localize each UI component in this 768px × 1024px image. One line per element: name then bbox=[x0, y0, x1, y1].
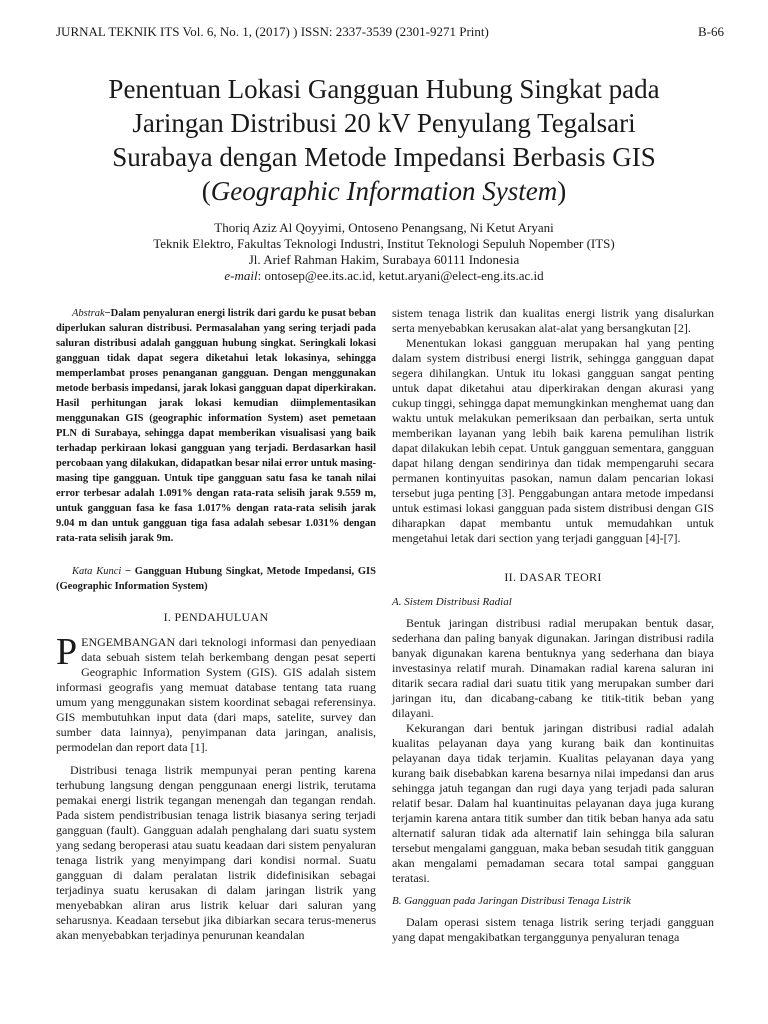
intro-paragraph-1 bbox=[56, 631, 376, 755]
title-paren-close: ) bbox=[557, 176, 567, 206]
author-affiliation: Teknik Elektro, Fakultas Teknologi Industri, Institut Teknologi Sepuluh Nopember (ITS) bbox=[153, 236, 615, 251]
keywords-text: − Gangguan Hubung Singkat, Metode Impedansi, GIS (Geographic Information System) bbox=[56, 566, 376, 592]
abstract bbox=[56, 306, 376, 546]
intro-paragraph-2: Distribusi tenaga listrik mempunyai peran penting karena terhubung langsung dengan penggunaan energi listrik, terutama pemakai energi listrik tegangan menengah dan tegangan rendah. Pada sistem pendistribusian tenaga listrik biasanya sering terjadi gangguan (fault). Gangguan adalah penghalang dari suatu system yang sedang beroperasi atau suatu keadaan dari sistem penyaluran tenaga listrik yang menyimpang dari kondisi normal. Suatu gangguan di dalam peralatan listrik didefinisikan sebagai terjadinya suatu kerusakan di dalam jaringan listrik yang menyebabkan aliran arus listrik keluar dari saluran yang seharusnya. Keadaan tersebut jika dibiarkan secara terus-menerus akan menyebabkan terjadinya penurunan keandalan bbox=[56, 763, 376, 942]
author-address: Jl. Arief Rahman Hakim, Surabaya 60111 Indonesia bbox=[248, 252, 520, 267]
left-column bbox=[56, 306, 376, 943]
theory-paragraph-a1: Bentuk jaringan distribusi radial merupakan bentuk dasar, sederhana dan paling banyak digunakan. Jaringan distribusi radila banyak digunakan karena bentuknya yang sederhana dan biaya investasinya relatif murah. Dinamakan radial karena saluran ini ditarik secara radial dari suatu titik yang merupakan sumber dari jaringan itu, dan dicabang-cabang ke titik-titik beban yang dilayani. bbox=[392, 616, 714, 720]
title-line-2: Jaringan Distribusi 20 kV Penyulang Tegalsari bbox=[132, 108, 636, 138]
right-paragraph-1: Menentukan lokasi gangguan merupakan hal yang penting dalam system distribusi energi listrik, sehingga gangguan dapat segera dihilangkan. Untuk itu lokasi gangguan sangat penting untuk dapat diketahui atau diperkirakan dengan akurasi yang cukup tinggi, sehingga dapat memungkinkan menghemat uang dan waktu untuk melakukan pemeriksaan dan perbaikan, serta untuk memberikan layanan yang lebih baik karena pemulihan listrik dapat dilakukan lebih cepat. Untuk gangguan sementara, gangguan dapat hilang dengan sendirinya dan tidak mempengaruhi secara permanen kontinyuitas pasokan, namun dalam pencarian lokasi tersebut juga penting [3]. Penggabungan antara metode impedansi untuk estimasi lokasi gangguan pada sistem distribusi dengan GIS diharapkan dapat membantu untuk memudahkan untuk mengetahui letak dari section yang terjadi gangguan [4]-[7]. bbox=[392, 336, 714, 545]
author-block bbox=[40, 220, 728, 284]
theory-paragraph-a2: Kekurangan dari bentuk jaringan distribusi radial adalah kualitas pelayanan daya yang kurang baik dan kontinuitas pelayanan daya tidak terjamin. Kualitas pelayanan daya yang kurang baik disebabkan karena besarnya nilai impedansi dan arus sehingga jatuh tegangan dan rugi daya yang terjadi pada saluran relatif besar. Dalam hal kuantinuitas pelayanan daya juga kurang terjamin karena antara titik sumber dan titik beban hanya ada satu alternatif saluran tidak ada alternatif lain sehingga bila saluran tersebut mengalami gangguan, maka beban sesudah titik gangguan akan mengalami pemadaman secara total sampai gangguan teratasi. bbox=[392, 721, 714, 885]
section-heading-theory: II. DASAR TEORI bbox=[504, 570, 602, 584]
journal-info: JURNAL TEKNIK ITS Vol. 6, No. 1, (2017) ) ISSN: 2337-3539 (2301-9271 Print) bbox=[56, 24, 489, 39]
abstract-text: −Dalam penyaluran energi listrik dari gardu ke pusat beban diperlukan saluran distribusi. Permasalahan yang sering terjadi pada saluran distribusi adalah gangguan hubung singkat. Seringkali lokasi gangguan tidak dapat segera diketahui letak lokasinya, sehingga memperlambat proses penanganan gangguan. Dengan menggunakan metode berbasis impedansi, jarak lokasi gangguan dapat diperkirakan. Hasil perhitungan jarak lokasi kemudian diimplementasikan menggunakan GIS (geographic information System) aset pemetaan PLN di Surabaya, sehingga dapat memberikan visualisasi yang baik terhadap perkiraan lokasi gangguan yang terjadi. Berdasarkan hasil percobaan yang dilakukan, didapatkan besar nilai error untuk masing-masing tipe gangguan. Untuk tipe gangguan satu fasa ke tanah nilai error terbesar adalah 1.091% dengan rata-rata selisih jarak 9.559 m, untuk gangguan fasa ke fasa 1.017% dengan rata-rata selisih jarak 9.04 m dan untuk gangguan tiga fasa adalah sebesar 1.031% dengan rata-rata selisih jarak 9m. bbox=[56, 308, 376, 544]
keywords-lead: Kata Kunci bbox=[72, 566, 122, 577]
right-paragraph-0: sistem tenaga listrik dan kualitas energi listrik yang disalurkan serta menyebabkan kerusakan alat-alat yang bersangkutan [2]. bbox=[392, 306, 714, 335]
dropcap: P bbox=[56, 631, 78, 673]
title-italic: Geographic Information System bbox=[210, 176, 558, 206]
intro-p1-text: ENGEMBANGAN dari teknologi informasi dan penyediaan data sebuah sistem telah berkembang dengan pesat seperti Geographic Information System (GIS). GIS adalah sistem informasi geografis yang memuat database tentang tata ruang umum yang menggunakan sistem koordinat sebagai referensinya. GIS membutuhkan input data (dari maps, satelite, survey dan sumber data lainnya), penyimpanan data jaringan, analisis, permodelan dan report data [1]. bbox=[56, 635, 376, 754]
subsection-b-heading: B. Gangguan pada Jaringan Distribusi Tenaga Listrik bbox=[392, 895, 631, 907]
abstract-lead: Abstrak bbox=[72, 308, 105, 319]
subsection-a-heading: A. Sistem Distribusi Radial bbox=[392, 596, 512, 608]
keywords bbox=[56, 564, 376, 594]
email-label: e-mail bbox=[224, 268, 258, 283]
author-names: Thoriq Aziz Al Qoyyimi, Ontoseno Penangsang, Ni Ketut Aryani bbox=[214, 220, 554, 235]
title-line-3: Surabaya dengan Metode Impedansi Berbasis GIS bbox=[112, 142, 656, 172]
right-column bbox=[392, 306, 714, 945]
paper-title bbox=[40, 72, 728, 208]
email-addresses: : ontosep@ee.its.ac.id, ketut.aryani@elect-eng.its.ac.id bbox=[257, 268, 544, 283]
running-header bbox=[56, 24, 724, 40]
section-heading-intro: I. PENDAHULUAN bbox=[163, 610, 269, 624]
title-line-1: Penentuan Lokasi Gangguan Hubung Singkat pada bbox=[108, 74, 660, 104]
author-email bbox=[40, 268, 728, 284]
title-paren-open: ( bbox=[201, 176, 211, 206]
page-number: B-66 bbox=[698, 24, 724, 39]
theory-paragraph-b1: Dalam operasi sistem tenaga listrik sering terjadi gangguan yang dapat mengakibatkan terganggunya penyaluran tenaga bbox=[392, 915, 714, 944]
abstract-paragraph bbox=[56, 306, 376, 546]
title-line-4 bbox=[40, 174, 728, 208]
